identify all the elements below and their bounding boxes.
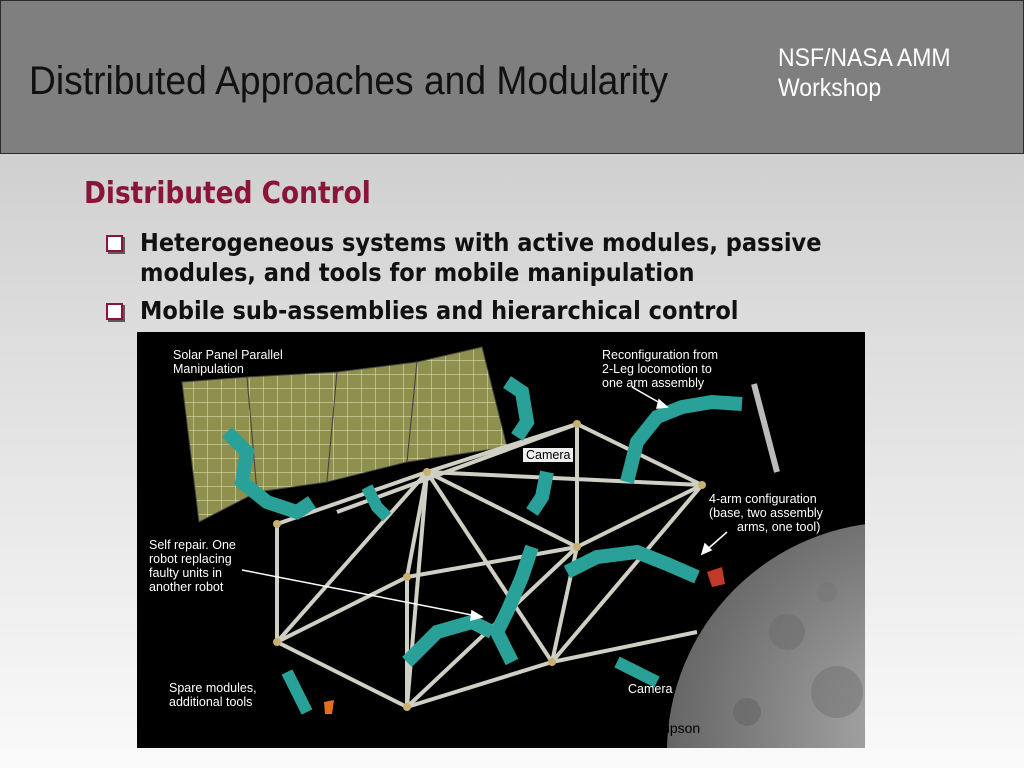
bullet-item xyxy=(104,228,944,288)
label-line: Reconfiguration from xyxy=(602,348,719,362)
image-credit: Thanks to Hod Lipson xyxy=(564,720,701,736)
spare-modules-label xyxy=(169,681,257,709)
label-line: another robot xyxy=(149,580,224,594)
bullet-text: Heterogeneous systems with active modules, passive modules, and tools for mobile manipulation xyxy=(140,228,822,287)
label-line: 2-Leg locomotion to xyxy=(602,362,712,376)
label-line: Self repair. One xyxy=(149,538,236,552)
reconfiguration-label xyxy=(602,348,718,390)
tool-tip xyxy=(707,567,725,587)
label-line: (base, two assembly xyxy=(709,506,823,520)
checkbox-bullet-icon xyxy=(106,303,123,320)
camera-label-bottom: Camera xyxy=(628,682,673,696)
label-line: Spare modules, xyxy=(169,681,257,695)
four-arm-label xyxy=(709,492,823,534)
label-line: 4-arm configuration xyxy=(709,492,817,506)
label-line: Solar Panel Parallel xyxy=(173,348,283,362)
label-line: additional tools xyxy=(169,695,253,709)
self-repair-label xyxy=(149,538,236,594)
conference-line-1: NSF/NASA AMM xyxy=(778,44,951,72)
robot-illustration xyxy=(137,332,865,748)
slide-title: Distributed Approaches and Modularity xyxy=(29,59,668,103)
conference-name xyxy=(778,43,951,103)
label-line: Manipulation xyxy=(173,362,244,376)
bullet-item xyxy=(104,296,944,326)
label-line: arms, one tool) xyxy=(737,520,821,534)
camera-label-top: Camera xyxy=(523,448,573,462)
solar-panel-label xyxy=(173,348,283,376)
conference-line-2: Workshop xyxy=(778,74,882,102)
label-line: one arm assembly xyxy=(602,376,705,390)
title-bar xyxy=(0,0,1024,154)
tool-rod xyxy=(754,384,777,472)
section-heading: Distributed Control xyxy=(84,176,371,211)
bullet-text: Mobile sub-assemblies and hierarchical control xyxy=(140,296,739,325)
checkbox-bullet-icon xyxy=(106,235,123,252)
bullet-list xyxy=(104,228,944,334)
label-line: robot replacing xyxy=(149,552,232,566)
label-line: faulty units in xyxy=(149,566,222,580)
